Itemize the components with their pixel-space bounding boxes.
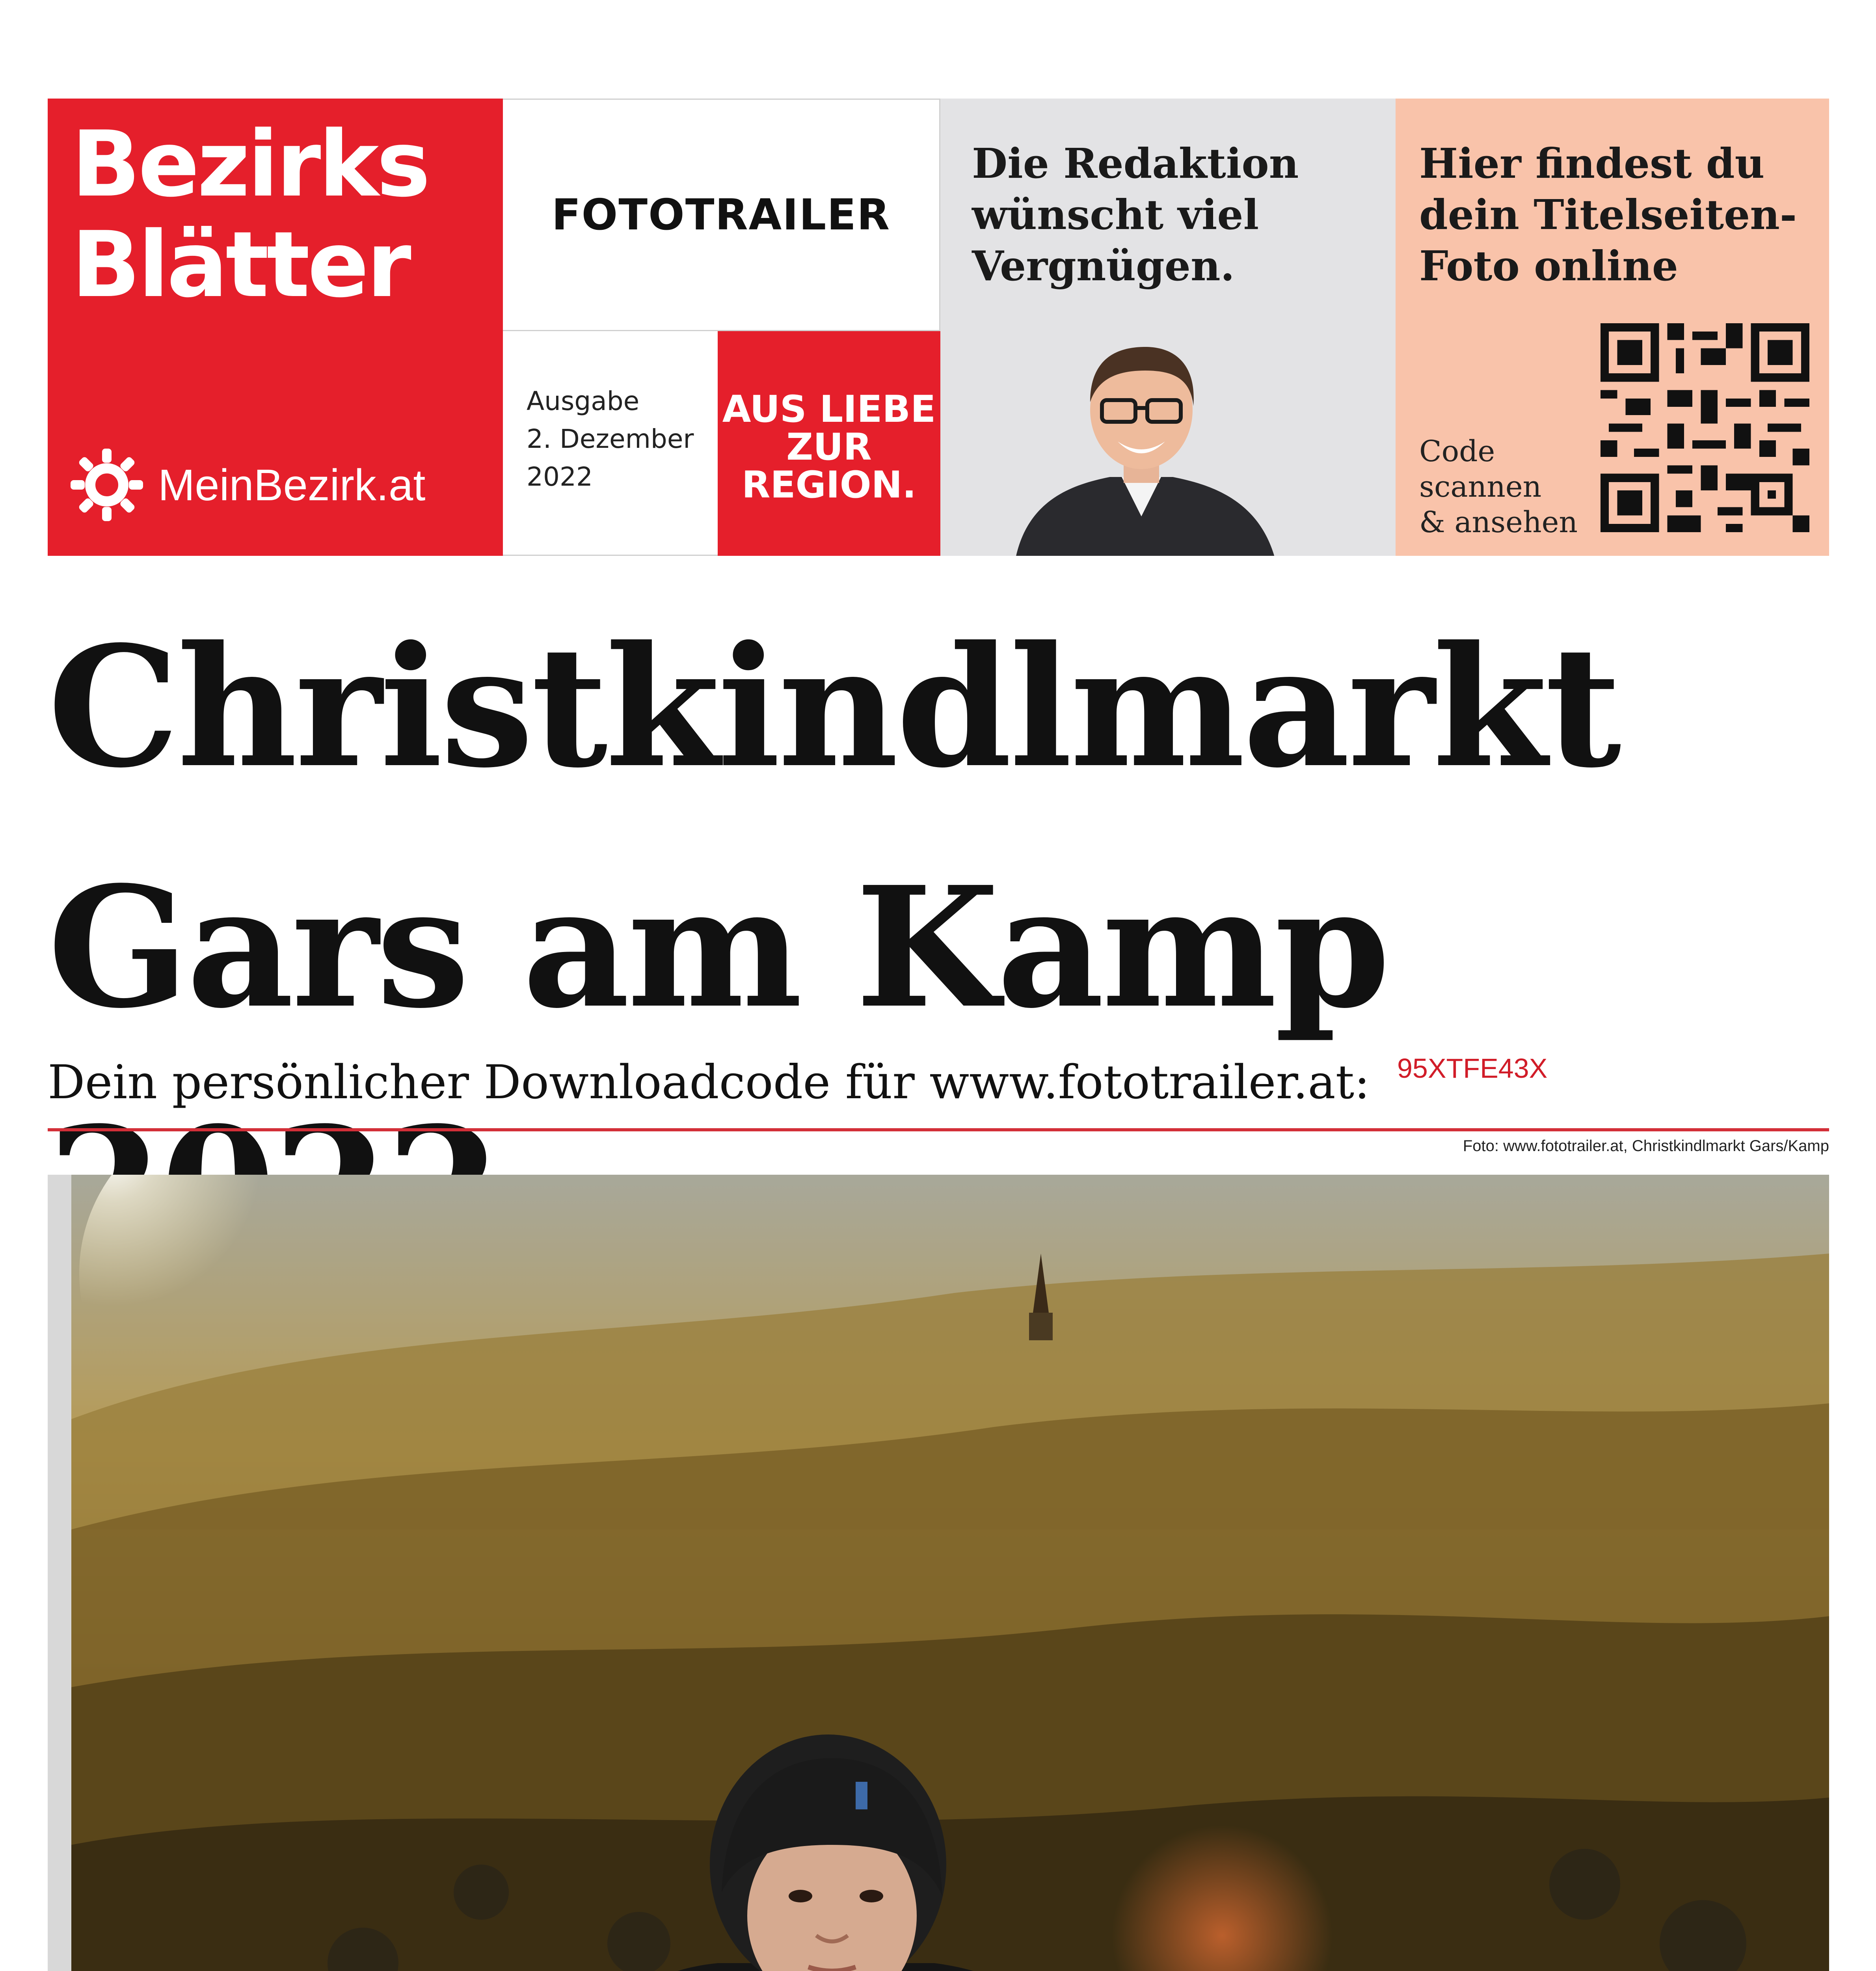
divider — [48, 1128, 1829, 1131]
issue-info: Ausgabe 2. Dezember 2022 — [503, 331, 718, 556]
brand-block — [48, 99, 503, 556]
scan-hint: Code scannen & ansehen — [1419, 434, 1578, 539]
cover-photo — [48, 1175, 1829, 1971]
site-link[interactable] — [67, 445, 425, 524]
editor-portrait — [992, 331, 1291, 556]
qr-info-text: Hier findest du dein Titelseiten- Foto online — [1419, 139, 1797, 290]
sun-logo-icon — [67, 445, 146, 524]
qr-info-box — [1396, 99, 1829, 556]
qr-code-icon[interactable] — [1601, 323, 1809, 532]
download-label: Dein persönlicher Downloadcode für www.fototrailer.at: — [48, 1055, 1370, 1109]
editor-text: Die Redaktion wünscht viel Vergnügen. — [972, 139, 1299, 290]
download-code[interactable]: 95XTFE43X — [1397, 1053, 1548, 1084]
editor-greeting — [940, 99, 1396, 556]
site-label: MeinBezirk.at — [158, 460, 426, 510]
brand-logo: Bezirks Blätter — [71, 112, 428, 318]
photo-credit: Foto: www.fototrailer.at, Christkindlmarkt Gars/Kamp — [1463, 1137, 1829, 1155]
section-title: FOTOTRAILER — [503, 99, 940, 331]
slogan-badge: AUS LIEBE ZUR REGION. — [718, 331, 940, 556]
headline: Christkindlmarkt Gars am Kamp — [48, 610, 1619, 1045]
